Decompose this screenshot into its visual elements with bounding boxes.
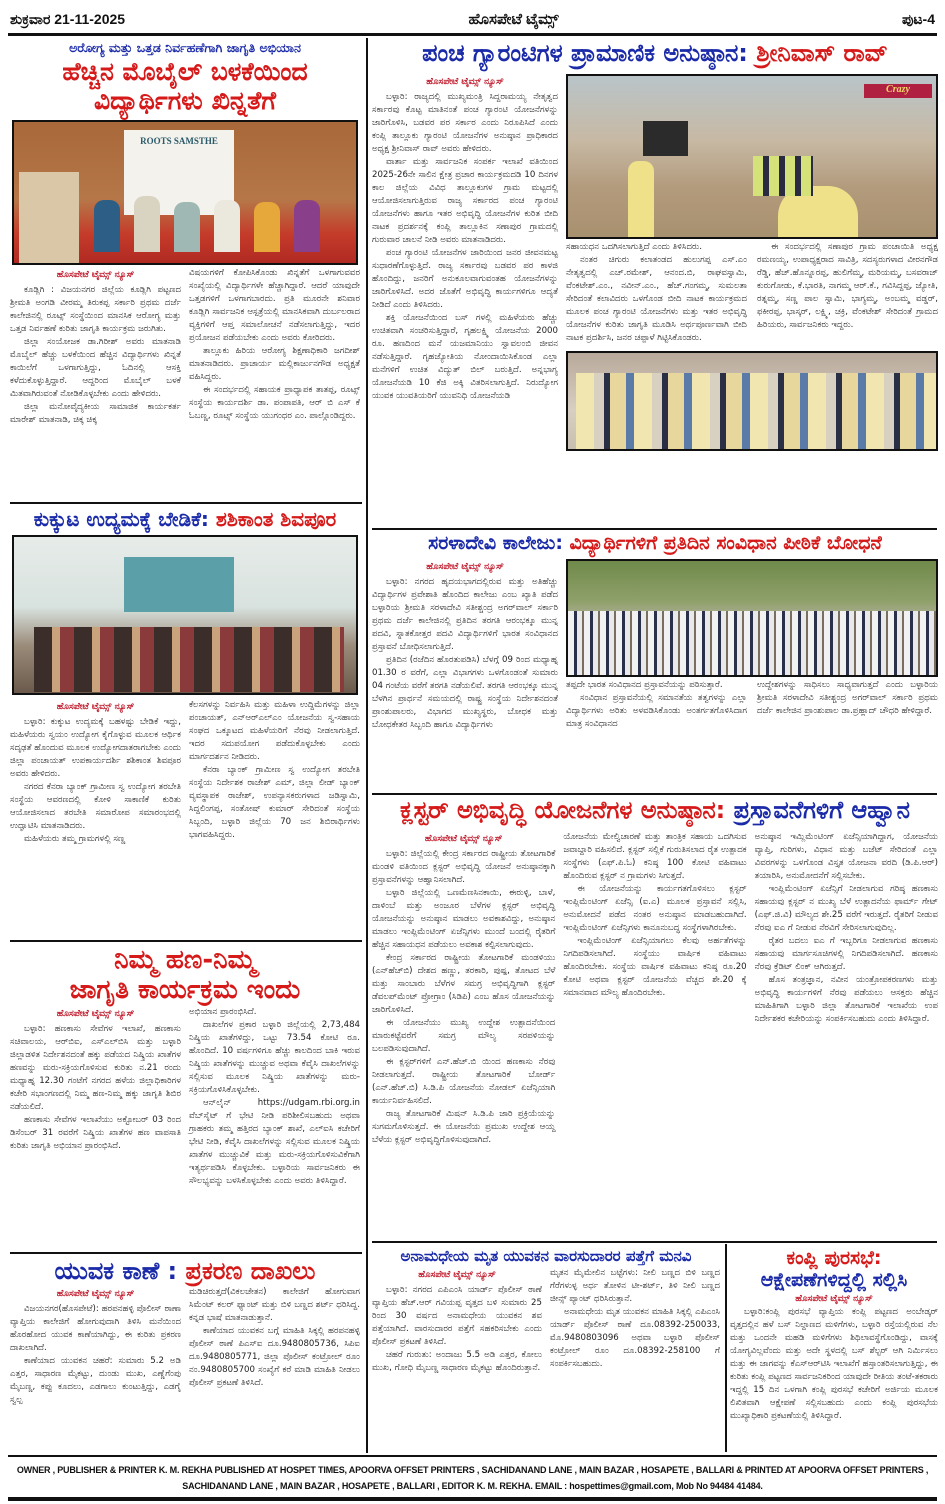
- paragraph: ನಗರದ ಕೆನರಾ ಬ್ಯಾಂಕ್ ಗ್ರಾಮೀಣ ಸ್ವ ಉದ್ಯೋಗ ತರಬೇತಿ ಸಂಸ್ಥೆಯ ಆವರಣದಲ್ಲಿ ಕೋಳಿ ಸಾಕಾಣಿಕೆ ಕುರಿತು ಆಯೋಜಿಸಲಾದ ತರಬೇತಿ ಸಮಾರೋಪ ಸಮಾರಂಭದಲ್ಲಿ ಉದ್ಘಾಟಿಸಿ ಮಾತನಾಡಿದರು.: [10, 782, 181, 831]
- article-mobile: [10, 40, 360, 427]
- paragraph: ಇಂಪ್ಲಿಮೆಂಟಿಂಗ್ ಏಜೆನ್ಸಿಗೆ ನೀಡಲಾಗುವ ಗರಿಷ್ಠ ಹಣಕಾಸು ಸಹಾಯವು ಕ್ಲಸ್ಟರ್ ನ ಮುಖ್ಯ ಬೆಳೆ ಉತ್ಪಾದನೆಯ ಫಾರ್ಮ್ ಗೇಟ್ (ಎಫ್.ಜಿ.ವಿ) ಮೌಲ್ಯದ ಶೇ.25 ವರೆಗೆ ಇರುತ್ತದೆ. ರೈತರಿಗೆ ನೀಡುವ ನೆರವು ಐಎ ಗೆ ನೀಡುವ ನೆರವಿಗೆ ಸೇರಿಸಲಾಗುವುದಿಲ್ಲ.: [754, 883, 938, 933]
- paragraph: ವಾರ್ತಾ ಮತ್ತು ಸಾರ್ವಜನಿಕ ಸಂಪರ್ಕ ಇಲಾಖೆ ವತಿಯಿಂದ 2025-26ನೇ ಸಾಲಿನ ಕ್ಷೇತ್ರ ಪ್ರಚಾರ ಕಾರ್ಯಕ್ರಮದಡಿ 10 ದಿನಗಳ ಕಾಲ ಜಿಲ್ಲೆಯ ವಿವಿಧ ತಾಲ್ಲೂಕುಗಳ ಗ್ರಾಮ ಮಟ್ಟದಲ್ಲಿ ಆಯೋಜಿಸಲಾಗುತ್ತಿರುವ ರಾಜ್ಯ ಸರ್ಕಾರದ ಪಂಚ ಗ್ಯಾರಂಟಿ ಯೋಜನೆಗಳು ಹಾಗೂ ಇತರ ಅಭಿವೃದ್ಧಿ ಯೋಜನೆಗಳ ಕುರಿತ ಬೀದಿ ನಾಟಕ ಪ್ರದರ್ಶನಕ್ಕೆ ಕಂಪ್ಲಿ ತಾಲ್ಲೂಕಿನ ಸಣಾಪುರ ಗ್ರಾಮದಲ್ಲಿ ಗುರುವಾರ ಚಾಲನೆ ನೀಡಿ ಅವರು ಮಾತನಾಡಿದರು.: [372, 156, 558, 245]
- byline: ಹೊಸಪೇಟೆ ಟೈಮ್ಸ್ ನ್ಯೂಸ್: [56, 1288, 135, 1299]
- article-poultry: [10, 508, 360, 936]
- paragraph: ಕೆನರಾ ಬ್ಯಾಂಕ್ ಗ್ರಾಮೀಣ ಸ್ವ ಉದ್ಯೋಗ ತರಬೇತಿ ಸಂಸ್ಥೆಯ ನಿರ್ದೇಶಕ ರಾಜೇಶ್ ಎಮ್, ಜಿಲ್ಲಾ ಲೀಡ್ ಬ್ಯಾಂಕ್ ವ್ಯವಸ್ಥಾಪಕ ರಾಜೇಶ್, ಉಪನ್ಯಾಸಕರುಗಳಾದ ಜಡಿಸ್ವಾಮಿ, ಸಿದ್ದಲಿಂಗಪ್ಪ, ಸಂತೋಷ್ ಕುಮಾರ್ ಸೇರಿದಂತೆ ಸಂಸ್ಥೆಯ ಸಿಬ್ಬಂದಿ, ಬಳ್ಳಾರಿ ಜಿಲ್ಲೆಯ 70 ಜನ ಶಿಬಿರಾರ್ಥಿಗಳು ಭಾಗವಹಿಸಿದ್ದರು.: [189, 765, 360, 840]
- divider: [372, 528, 937, 530]
- paragraph: ಯೋಜನೆಯ ಮೇಲ್ವಿಚಾರಣೆ ಮತ್ತು ತಾಂತ್ರಿಕ ಸಹಾಯ ಒದಗಿಸುವ ಜವಾಬ್ದಾರಿ ವಹಿಸಲಿದೆ. ಕ್ಲಸ್ಟರ್ ಸಲ್ಲಿಕೆ ಗುರುತಿಸಲಾದ ರೈತ ಉತ್ಪಾದಕ ಸಂಸ್ಥೆಗಳು (ಎಫ್.ಪಿ.ಓ) ಕನಿಷ್ಠ 100 ಕೋಟಿ ವಹಿವಾಟು ಹೊಂದಿರುವ ಕ್ಲಸ್ಟರ್ ನ ಗ್ರಾಮಗಳು ಸಿಗುತ್ತದೆ.: [563, 831, 747, 881]
- article-headline-rest: ವಿದ್ಯಾರ್ಥಿಗಳಿಗೆ ಪ್ರತಿದಿನ ಸಂವಿಧಾನ ಪೀಠಿಕೆ ಬೋಧನೆ: [569, 533, 882, 554]
- article-headline-status: ಪ್ರಕರಣ ದಾಖಲು: [185, 1258, 316, 1285]
- article-headline-line2: ಜಾಗೃತಿ ಕಾರ್ಯಕ್ರಮ ಇಂದು: [69, 974, 301, 1005]
- blackboard: [643, 121, 688, 156]
- paragraph: ಮಡಿಚಿರುತ್ತದೆ(ವಿಕಲಚೇತನ) ಕಾಲೇಜಿಗೆ ಹೋಗುವಾಗ ಸಿಮೆಂಟ್ ಕಲರ್ ಫ್ಯಾಂಟ್ ಮತ್ತು ಬಿಳಿ ಬಣ್ಣದ ಶರ್ಟ್ ಧರಿಸಿದ್ದ. ಕನ್ನಡ ಭಾಷೆ ಮಾತನಾಡುತ್ತಾನೆ.: [189, 1286, 360, 1323]
- paragraph: ಈ ಕ್ಲಸ್ಟರ್‌ಗಳಿಗೆ ಎನ್.ಹೆಚ್.ಬಿ ಯಿಂದ ಹಣಕಾಸು ನೆರವು ನೀಡಲಾಗುತ್ತದೆ. ರಾಷ್ಟ್ರೀಯ ತೋಟಗಾರಿಕೆ ಬೋರ್ಡ್ (ಎನ್.ಹೆಚ್.ಬಿ) ಸಿ.ಡಿ.ಪಿ ಯೋಜನೆಯ ನೋಡಲ್ ಏಜೆನ್ಸಿಯಾಗಿ ಕಾರ್ಯನಿರ್ವಹಿಸಲಿದೆ.: [372, 1056, 556, 1106]
- paragraph: ಕೂಡ್ಲಿಗಿ : ವಿಜಯನಗರ ಜಿಲ್ಲೆಯ ಕೂಡ್ಲಿಗಿ ಪಟ್ಟಣದ ಶ್ರೀಮತಿ ಅಂಗಡಿ ವೀರಮ್ಮ ತಿರುಕಪ್ಪ ಸರ್ಕಾರಿ ಪ್ರಥಮ ದರ್ಜೆ ಕಾಲೇಜಿನಲ್ಲಿ ರೂಟ್ಸ್ ಸಂಸ್ಥೆಯಿಂದ ಮಾನಸಿಕ ಆರೋಗ್ಯ ಮತ್ತು ಒತ್ತಡ ನಿರ್ವಹಣೆ ಕುರಿತು ಜಾಗೃತಿ ಕಾರ್ಯಕ್ರಮ ಜರುಗಿತು.: [10, 284, 181, 334]
- paragraph: ಕಾಣೆಯಾದ ಯುವಕನ ಬಗ್ಗೆ ಮಾಹಿತಿ ಸಿಕ್ಕಲ್ಲಿ ಹರಪನಹಳ್ಳಿ ಪೊಲೀಸ್ ಠಾಣೆ ಪಿಎಸ್‌ಐ ದೂ.9480805736, ಸಿಪಿಐ ದೂ.9480805771, ಜಿಲ್ಲಾ ಪೊಲೀಸ್ ಕಂಟ್ರೋಲ್ ರೂಂ ನಂ.9480805700 ಸಂಖ್ಯೆಗೆ ಕರೆ ಮಾಡಿ ಮಾಹಿತಿ ನೀಡಲು ಪೊಲೀಸ್ ಪ್ರಕಟಣೆ ತಿಳಿಸಿದೆ.: [189, 1325, 360, 1388]
- column-divider: [725, 1244, 727, 1452]
- paragraph: ದಾಖಲೆಗಳ ಪ್ರಕಾರ ಬಳ್ಳಾರಿ ಜಿಲ್ಲೆಯಲ್ಲಿ 2,73,484 ನಿಷ್ಕ್ರಿಯ ಖಾತೆಗಳಿದ್ದು, ಒಟ್ಟು 73.54 ಕೋಟಿ ರೂ. ಹೊಂದಿದೆ. 10 ವರ್ಷಗಳಿಗೂ ಹೆಚ್ಚು ಕಾಲದಿಂದ ಬಾಕಿ ಇರುವ ನಿಷ್ಕ್ರಿಯ ಖಾತೆಗಳನ್ನು ಮುಚ್ಚುವ ಅಥವಾ ಕೆವೈಸಿ ದಾಖಲೆಗಳನ್ನು ಸಲ್ಲಿಸುವ ಮೂಲಕ ನಿಷ್ಕ್ರಿಯ ಖಾತೆಗಳನ್ನು ಮರು-ಸಕ್ರಿಯಗೊಳಿಸಿಕೊಳ್ಳಬೇಕು.: [189, 1019, 360, 1095]
- paragraph: ಅನುಷ್ಠಾನ ಇಮ್ಲಿಮೆಂಟಿಂಗ್ ಏಜೆನ್ಸಿಯಾಗಿದ್ದಾಗ, ಯೋಜನೆಯ ವ್ಯಾಪ್ತಿ, ಗುರಿಗಳು, ವಿಧಾನ ಮತ್ತು ಬಜೆಟ್ ಸೇರಿದಂತೆ ಎಲ್ಲಾ ವಿವರಗಳನ್ನು ಒಳಗೊಂಡ ವಿಸ್ತೃತ ಯೋಜನಾ ವರದಿ (ಡಿ.ಪಿ.ಆರ್) ತಯಾರಿಸಿ, ಅನುಮೋದನೆಗೆ ಸಲ್ಲಿಸಬೇಕು.: [754, 831, 938, 881]
- podium: [19, 172, 79, 265]
- paragraph: ಹೊಸ ತಂತ್ರಜ್ಞಾನ, ನವೀನ ಯಂತ್ರೋಪಕರಣಗಳು ಮತ್ತು ಅಭಿವೃದ್ಧಿ ಕಾರ್ಯಗಳಿಗೆ ನೆರವು ಪಡೆಯಲು ಆಸಕ್ತರು ಹೆಚ್ಚಿನ ಮಾಹಿತಿಗಾಗಿ ಬಳ್ಳಾರಿ ಜಿಲ್ಲಾ ತೋಟಗಾರಿಕೆ ಇಲಾಖೆಯ ಉಪ ನಿರ್ದೇಶಕರ ಕಚೇರಿಯನ್ನು ಸಂಪರ್ಕಿಸಬಹುದು ಎಂದು ತಿಳಿಸಿದ್ದಾರೆ.: [754, 974, 938, 1024]
- article-headline: ಸರಳಾದೇವಿ ಕಾಲೇಜು:: [428, 533, 563, 554]
- imprint: [0, 1462, 945, 1494]
- article-headline-name: ಶ್ರೀನಿವಾಸ್ ರಾವ್: [756, 40, 888, 67]
- training-photo: [12, 535, 358, 695]
- article-missing: [10, 1258, 360, 1450]
- article-constitution: [372, 533, 938, 789]
- paragraph: ರಾಜ್ಯ ತೋಟಗಾರಿಕೆ ಮಿಷನ್ ಸಿ.ಡಿ.ಪಿ ಜಾರಿ ಪ್ರಕ್ರಿಯೆಯನ್ನು ಸುಗಮಗೊಳಿಸುತ್ತದೆ. ಈ ಯೋಜನೆಯ ಪ್ರಮುಖ ಉದ್ದೇಶ ಆಯ್ದ ಬೆಳೆಯ ಕ್ಲಸ್ಟರ್ ಅಭಿವೃದ್ಧಿಗೊಳಿಸುವುದಾಗಿದೆ.: [372, 1108, 556, 1145]
- paragraph: ಕೆಲಸಗಳನ್ನು ನಿರ್ವಹಿಸಿ ಮತ್ತು ಮಹಿಳಾ ಉದ್ದಿಮೆಗಳನ್ನು ಜಿಲ್ಲಾ ಪಂಚಾಯತ್, ಎನ್‌ಆರ್‌ಎಲ್‌ಎಂ ಯೋಜನೆಯ ಸ್ವ-ಸಹಾಯ ಸಂಘದ ಒಕ್ಕೂಟದ ಮಹಿಳೆಯರಿಗೆ ನೆರವು ನೀಡಲಾಗುತ್ತಿದೆ. ಇದರ ಸದುಪಯೋಗ ಪಡೆದುಕೊಳ್ಳಬೇಕು ಎಂದು ಮಾರ್ಗದರ್ಶನ ನೀಡಿದರು.: [189, 700, 360, 762]
- article-headline: ಕಂಪ್ಲಿ ಪುರಸಭೆ:: [786, 1248, 882, 1269]
- paragraph: ಈ ಸಂದರ್ಭದಲ್ಲಿ ಸಹಾಯಕ ಪ್ರಾಧ್ಯಾಪಕ ತಾತಪ್ಪ, ರೂಟ್ಸ್ ಸಂಸ್ಥೆಯ ಕಾರ್ಯದರ್ಶಿ ಡಾ. ಪಂಪಾಪತಿ, ಆರ್ ಬಿ ಎಸ್ ಕೆ ಓಬಣ್ಣ, ರೂಟ್ಸ್ ಸಂಸ್ಥೆಯ ಯುಗಂಧರ ಎಂ. ಪಾಲ್ಗೊಂಡಿದ್ದರು.: [189, 384, 360, 421]
- paragraph: ಅಭಿಯಾನ ಪ್ರಾರಂಭಿಸಿದೆ.: [189, 1006, 257, 1017]
- paragraph: ಈ ಸಂದರ್ಭದಲ್ಲಿ ಸಣಾಪುರ ಗ್ರಾಮ ಪಂಚಾಯಿತಿ ಅಧ್ಯಕ್ಷ ರಮಣಯ್ಯ, ಉಪಾಧ್ಯಕ್ಷರಾದ ಸಾವಿತ್ರಿ, ಸದಸ್ಯರುಗಳಾದ ವೀರನಗೌಡ ರೆಡ್ಡಿ, ಹೆಚ್.ಹೊನ್ನೂರಪ್ಪ, ಹುಲಿಗೆಮ್ಮ, ಮರಿಯಮ್ಮ, ಬಸವರಾಜ್ ಕುರುಗೋಡು, ಕೆ.ಭಾರತಿ, ನಾಗಮ್ಮ ಆರ್.ಕೆ., ಗವಿಸಿದ್ದಪ್ಪ, ಜ್ಯೋತಿ, ರತ್ನಮ್ಮ, ಸಣ್ಣ ಪಾಲ ಸ್ವಾಮಿ, ಭಾಗ್ಯಮ್ಮ, ಅಂಬಮ್ಮ ವಡ್ಡರ್, ಫಕೀರಪ್ಪ, ಭಾಸ್ಕರ್, ಲಕ್ಷ್ಮಿ, ಚಕ್ರಿ, ವೆಂಕಟೇಶ್ ಸೇರಿದಂತೆ ಗ್ರಾಮದ ಹಿರಿಯರು, ಸಾರ್ವಜನಿಕರು ಇದ್ದರು.: [757, 241, 938, 330]
- paragraph: ಸಹಾಯಧನ ಒದಗಿಸಲಾಗುತ್ತಿದೆ ಎಂದು ತಿಳಿಸಿದರು.: [566, 241, 703, 252]
- paragraph: ಬಳ್ಳಾರಿ: ನಗರದ ಹೃದಯಭಾಗದಲ್ಲಿರುವ ಮತ್ತು ಅತಿಹೆಚ್ಚು ವಿದ್ಯಾರ್ಥಿಗಳ ಪ್ರವೇಶಾತಿ ಹೊಂದಿದ ಕಾಲೇಜು ಎಂಬ ಖ್ಯಾತಿ ಪಡೆದ ಬಳ್ಳಾರಿಯ ಶ್ರೀಮತಿ ಸರಳಾದೇವಿ ಸತೀಶ್ಚಂದ್ರ ಅಗರ್‌ವಾಲ್ ಸರ್ಕಾರಿ ಪ್ರಥಮ ದರ್ಜೆ ಕಾಲೇಜಿನಲ್ಲಿ ಪ್ರತಿದಿನ ತರಗತಿ ಆರಂಭಕ್ಕೂ ಮುನ್ನ ಪದವಿ, ಸ್ನಾತಕೋತ್ತರ ಪದವಿ ವಿದ್ಯಾರ್ಥಿಗಳಿಗೆ ಭಾರತ ಸಂವಿಧಾನದ ಪ್ರಸ್ತಾವನೆ ಬೋಧಿಸಲಾಗುತ್ತಿದೆ.: [372, 576, 558, 652]
- imprint-line: OWNER , PUBLISHER & PRINTER K. M. REKHA PUBLISHED AT HOSPET TIMES, APOORVA OFFSET PRINTERS , SACHIDANAND LANE , MAIN BAZAR , HOSAPETE , BALLARI & PRINTED AT APOORVA OFFSET PRINTERS ,: [16, 1465, 929, 1475]
- byline: ಹೊಸಪೇಟೆ ಟೈಮ್ಸ್ ನ್ಯೂಸ್: [424, 833, 503, 844]
- article-headline: ಯುವಕ ಕಾಣೆ :: [54, 1258, 178, 1285]
- students-rows: [568, 611, 936, 676]
- byline: ಹೊಸಪೇಟೆ ಟೈಮ್ಸ್ ನ್ಯೂಸ್: [418, 1270, 496, 1281]
- street-play-photo: [566, 74, 938, 239]
- screen: [124, 557, 234, 612]
- page-number: ಪುಟ-4: [902, 10, 935, 27]
- article-headline: ಹೆಚ್ಚಿನ ಮೊಬೈಲ್ ಬಳಕೆಯಿಂದ: [62, 57, 308, 86]
- speaker: [628, 161, 654, 239]
- byline: ಹೊಸಪೇಟೆ ಟೈಮ್ಸ್ ನ್ಯೂಸ್: [56, 702, 135, 712]
- paragraph: ಈ ಯೋಜನೆಯನ್ನು ಕಾರ್ಯಗತಗೊಳಿಸಲು ಕ್ಲಸ್ಟರ್ ಇಂಪ್ಲಿಮೆಂಟಿಂಗ್ ಏಜೆನ್ಸಿ (ಐ.ಎ) ಮೂಲಕ ಪ್ರಸ್ತಾವನೆ ಸಲ್ಲಿಸಿ, ಅನುಮೋದನೆ ಪಡೆದ ನಂತರ ಅನುಷ್ಠಾನ ಮಾಡಬಹುದಾಗಿದೆ. ಇಂಪ್ಲಿಮೆಂಟಿಂಗ್ ಏಜೆನ್ಸಿಗಳು ಕಾನೂನುಬದ್ಧ ಸಂಸ್ಥೆಗಳಾಗಿರಬೇಕು.: [563, 883, 747, 933]
- article-headline: ಅನಾಮಧೇಯ ಮೃತ ಯುವಕನ ವಾರಸುದಾರರ ಪತ್ತೆಗೆ ಮನವಿ: [400, 1248, 692, 1265]
- article-kicker: ಅರೋಗ್ಯ ಮತ್ತು ಒತ್ತಡ ನಿರ್ವಹಣೆಗಾಗಿ ಜಾಗೃತಿ ಅಭಿಯಾನ: [69, 40, 301, 55]
- newspaper-title: ಹೊಸಪೇಟೆ ಟೈಮ್ಸ್: [468, 10, 559, 28]
- article-headline-line2: ಆಕ್ಷೇಪಣೆಗಳಿದ್ದಲ್ಲಿ ಸಲ್ಲಿಸಿ: [760, 1268, 908, 1291]
- article-headline: ನಿಮ್ಮ ಹಣ-ನಿಮ್ಮ: [114, 946, 256, 975]
- paragraph: ಬಳ್ಳಾರಿ ಜಿಲ್ಲೆಯಲ್ಲಿ ಒಣಮೆಣಸಿನಕಾಯಿ, ಈರುಳ್ಳಿ, ಬಾಳೆ, ದಾಳಿಂಬೆ ಮತ್ತು ಅಂಜೂರ ಬೆಳೆಗಳ ಕ್ಲಸ್ಟರ್ ಅಭಿವೃದ್ಧಿ ಯೋಜನೆಯನ್ನು ಅನುಷ್ಠಾನ ಮಾಡಲು ಅವಕಾಶವಿದ್ದು, ಅನುಷ್ಠಾನ ಮಾಡಲು ಇಂಪ್ಲಿಮೆಂಟಿಂಗ್ ಏಜೆನ್ಸಿಗಳು ಮುಂದೆ ಬಂದಲ್ಲಿ ರೈತರಿಗೆ ಹೆಚ್ಚಿನ ಸಹಾಯಧನ ಪಡೆಯಲು ಅವಕಾಶ ಕಲ್ಪಿಸಲಾಗುವುದು.: [372, 887, 556, 950]
- paragraph: ಅನಾಮಧೇಯ ಮೃತ ಯುವಕನ ಮಾಹಿತಿ ಸಿಕ್ಕಲ್ಲಿ ಎಪಿಎಂಸಿ ಯಾರ್ಡ್ ಪೊಲೀಸ್ ಠಾಣೆ ದೂ.08392-250033, ಮೊ.9480803096 ಅಥವಾ ಬಳ್ಳಾರಿ ಪೊಲೀಸ್ ಕಂಟ್ರೋಲ್ ರೂಂ ದೂ.08392-258100 ಗೆ ಸಂಪರ್ಕಿಸಬಹುದು.: [550, 1307, 720, 1370]
- footer-rule-top: [8, 1455, 937, 1457]
- byline: ಹೊಸಪೇಟೆ ಟೈಮ್ಸ್ ನ್ಯೂಸ್: [56, 269, 135, 280]
- article-headline-name: ಶಶಿಕಾಂತ ಶಿವಪೂರ: [215, 508, 337, 531]
- paragraph: ರೈತರ ಬದಲು ಐಎ ಗೆ ಇಬ್ಬರಿಗೂ ನೀಡಲಾಗುವ ಹಣಕಾಸು ಸಹಾಯವು ಮಾರ್ಗಸೂಚಿಗಳಲ್ಲಿ ನಿಗದಿಪಡಿಸಲಾಗಿದೆ. ಹಣಕಾಸು ನೆರವು ಕ್ರೆಡಿಟ್ ಲಿಂಕ್ ಆಗಿರುತ್ತದೆ.: [754, 935, 938, 972]
- paragraph: ಜಿಲ್ಲಾ ಸಂಯೋಜಕ ಡಾ.ಗಿರೀಶ್ ಅವರು ಮಾತನಾಡಿ ಮೊಬೈಲ್ ಹೆಚ್ಚು ಬಳಕೆಯಿಂದ ಹೆಚ್ಚಿನ ವಿದ್ಯಾರ್ಥಿಗಳು ಖಿನ್ನತೆ ಕಾಯಿಲೆಗೆ ಒಳಗಾಗುತ್ತಿದ್ದು, ಓದಿನಲ್ಲಿ ಆಸಕ್ತಿ ಕಳೆದುಕೊಳ್ಳುತ್ತಿದ್ದಾರೆ. ಆದ್ದರಿಂದ ಮೊಬೈಲ್ ಬಳಕೆ ಮಿತವಾಗಿರುವಂತೆ ನೋಡಿಕೊಳ್ಳಬೇಕು ಎಂದು ಹೇಳಿದರು.: [10, 336, 181, 399]
- paragraph: ವಿಷಯಗಳಿಗೆ ಕೋಪಿಸಿಕೊಂಡು ಖಿನ್ನತೆಗೆ ಒಳಗಾಗುವವರ ಸಂಖ್ಯೆಯಲ್ಲಿ ವಿದ್ಯಾರ್ಥಿಗಳೇ ಹೆಚ್ಚಾಗಿದ್ದಾರೆ. ಆದರೆ ಯಾವುದೇ ಒತ್ತಡಗಳಿಗೆ ಒಳಗಾಗಬಾರದು. ಪ್ರತಿ ಮೂರನೇ ಶನಿವಾರ ಕೂಡ್ಲಿಗಿ ಸಾರ್ವಜನಿಕ ಆಸ್ಪತ್ರೆಯಲ್ಲಿ ಮಾನಸಿಕವಾಗಿ ದುರ್ಬಲರಾದ ವ್ಯಕ್ತಿಗಳಿಗೆ ಆಪ್ತ ಸಮಾಲೋಚನೆ ನಡೆಸಲಾಗುತ್ತಿದ್ದು, ಇದರ ಪ್ರಯೋಜನ ಪಡೆಯಬೇಕು ಎಂದು ಅವರು ಕೋರಿದರು.: [189, 267, 360, 343]
- paragraph: ತಾಲ್ಲೂಕು ಹಿರಿಯ ಆರೋಗ್ಯ ಶಿಕ್ಷಣಾಧಿಕಾರಿ ಜಗದೀಶ್ ಮಾತನಾಡಿದರು. ಪ್ರಾಚಾರ್ಯ ಮಲ್ಲಿಕಾರ್ಜುನಗೌಡ ಅಧ್ಯಕ್ಷತೆ ವಹಿಸಿದ್ದರು.: [189, 345, 360, 382]
- banner: ROOTS SAMSTHE: [124, 130, 234, 215]
- paragraph: ಜಿಲ್ಲಾ ಮನೋವೈದ್ಯಕೀಯ ಸಾಮಾಜಿಕ ಕಾರ್ಯಕರ್ತ ಮಾರೇಶ್ ಮಾತನಾಡಿ, ಚಿಕ್ಕ ಚಿಕ್ಕ: [10, 401, 181, 425]
- article-money: [10, 946, 360, 1246]
- children: [753, 156, 813, 196]
- divider: [10, 940, 362, 942]
- paragraph: ಪಂಚ ಗ್ಯಾರಂಟಿ ಯೋಜನೆಗಳ ಜಾರಿಯಿಂದ ಜನರ ಜೀವನಮಟ್ಟ ಸುಧಾರಣೆಗೊಳ್ಳುತ್ತಿದೆ. ರಾಜ್ಯ ಸರ್ಕಾರವು ಬಡವರ ಪರ ಕಾಳಜಿ ಹೊಂದಿದ್ದು, ಜನರಿಗೆ ಅನುಕೂಲವಾಗುವಂತಹ ಯೋಜನೆಗಳನ್ನು ಜಾರಿಗೊಳಿಸಿದೆ. ಅದರ ಜೊತೆಗೆ ಅಭಿವೃದ್ಧಿ ಕಾರ್ಯಗಳಿಗೂ ಆದ್ಯತೆ ನೀಡಿದೆ ಎಂದು ತಿಳಿಸಿದರು.: [372, 247, 558, 310]
- paragraph: ಬಳ್ಳಾರಿ: ರಾಜ್ಯದಲ್ಲಿ ಮುಖ್ಯಮಂತ್ರಿ ಸಿದ್ದರಾಮಯ್ಯ ನೇತೃತ್ವದ ಸರ್ಕಾರವು ಕೊಟ್ಟ ಮಾತಿನಂತೆ ಪಂಚ ಗ್ಯಾರಂಟಿ ಯೋಜನೆಗಳನ್ನು ಜಾರಿಗೊಳಿಸಿ, ಬಡವರ ಪರ ಸರ್ಕಾರ ಎಂದು ನಿರೂಪಿಸಿದೆ ಎಂದು ಕಂಪ್ಲಿ ತಾಲ್ಲೂಕು ಗ್ಯಾರಂಟಿ ಯೋಜನೆಗಳ ಅನುಷ್ಠಾನ ಪ್ರಾಧಿಕಾರದ ಅಧ್ಯಕ್ಷ ಶ್ರೀನಿವಾಸ್ ರಾವ್ ಅವರು ಹೇಳಿದರು.: [372, 91, 558, 154]
- column-divider: [366, 38, 368, 1453]
- paragraph: ಮೃತನ ಮೈಮೇಲಿನ ಬಟ್ಟೆಗಳು: ನೀಲಿ ಬಣ್ಣದ ಬಿಳಿ ಬಣ್ಣದ ಗೆರೆಗಳುಳ್ಳ ಅರ್ಧ ತೋಳಿನ ಟೀ-ಶರ್ಟ್, ತಿಳಿ ನೀಲಿ ಬಣ್ಣದ ಜೀನ್ಸ್ ಪ್ಯಾಂಟ್ ಧರಿಸಿರುತ್ತಾನೆ.: [550, 1268, 720, 1305]
- footer-rule-bottom: [8, 1497, 937, 1501]
- article-unidentified: [372, 1248, 720, 1452]
- article-guarantee: [372, 40, 938, 526]
- divider: [10, 502, 362, 504]
- divider: [10, 1252, 362, 1254]
- article-headline-line2: ವಿದ್ಯಾರ್ಥಿಗಳು ಖಿನ್ನತೆಗೆ: [94, 85, 276, 115]
- masthead: [10, 6, 935, 32]
- paragraph: ಸಂವಿಧಾನ ಪ್ರಸ್ತಾವನೆಯಲ್ಲಿ ಸಮಾನತೆಯ ತತ್ವಗಳನ್ನು ಎಲ್ಲಾ ವಿದ್ಯಾರ್ಥಿಗಳು ಅರಿತು ಅಳವಡಿಸಿಕೊಂಡು ಅಂತರ್ಗತಗೊಳಿಸಿದಾಗ ಮಾತ್ರ ಸಂವಿಧಾನದ: [566, 692, 747, 729]
- divider: [372, 1241, 937, 1243]
- shop-sign: Crazy: [864, 84, 932, 98]
- byline: ಹೊಸಪೇಟೆ ಟೈಮ್ಸ್ ನ್ಯೂಸ್: [426, 76, 504, 87]
- article-headline: ಕ್ಲಸ್ಟರ್ ಅಭಿವೃದ್ಧಿ ಯೋಜನೆಗಳ ಅನುಷ್ಠಾನ:: [400, 797, 726, 824]
- article-cluster: [372, 797, 938, 1237]
- imprint-line: SACHIDANAND LANE , MAIN BAZAR , HOSAPETE , BALLARI , EDITOR K. M. REKHA. EMAIL : hospettimes@gmail.com, Mob No 94484 41484.: [182, 1481, 763, 1491]
- paragraph: ಹಣಕಾಸು ಸೇವೆಗಳ ಇಲಾಖೆಯು ಅಕ್ಟೋಬರ್ 03 ರಿಂದ ಡಿಸೆಂಬರ್ 31 ರವರೆಗೆ ನಿಷ್ಕ್ರಿಯ ಖಾತೆಗಳ ಹಣ ವಾಪಸಾತಿ ಕುರಿತು ಜಾಗೃತಿ ಅಭಿಯಾನ ಪ್ರಾರಂಭಿಸಿದೆ.: [10, 1114, 181, 1151]
- divider: [372, 793, 937, 795]
- speakers-row: [94, 197, 354, 252]
- byline: ಹೊಸಪೇಟೆ ಟೈಮ್ಸ್ ನ್ಯೂಸ್: [795, 1293, 873, 1304]
- article-headline: ಪಂಚ ಗ್ಯಾರಂಟಿಗಳ ಪ್ರಾಮಾಣಿಕ ಅನುಷ್ಠಾನ:: [422, 40, 748, 67]
- paragraph: ಬಳ್ಳಾರಿ: ನಗರದ ಎಪಿಎಂಸಿ ಯಾರ್ಡ್ ಪೊಲೀಸ್ ಠಾಣೆ ವ್ಯಾಪ್ತಿಯ ಹೆಚ್.ಆರ್ ಗವಿಯಪ್ಪ ವೃತ್ತದ ಬಳಿ ಸುಮಾರು 25 ರಿಂದ 30 ವರ್ಷದ ಅನಾಮಧೇಯ ಯುವಕನ ಶವ ಪತ್ತೆಯಾಗಿದೆ. ವಾರಸುದಾರರ ಪತ್ತೆಗೆ ಸಹಕರಿಸಬೇಕು ಎಂದು ಪೊಲೀಸ್ ಪ್ರಕಟಣೆ ತಿಳಿಸಿದೆ.: [372, 1285, 542, 1348]
- paragraph: ಬಳ್ಳಾರಿ: ಜಿಲ್ಲೆಯಲ್ಲಿ ಕೇಂದ್ರ ಸರ್ಕಾರದ ರಾಷ್ಟ್ರೀಯ ತೋಟಗಾರಿಕೆ ಮಂಡಳಿ ವತಿಯಿಂದ ಕ್ಲಸ್ಟರ್ ಅಭಿವೃದ್ಧಿ ಯೋಜನೆ ಅನುಷ್ಠಾನಕ್ಕಾಗಿ ಪ್ರಸ್ತಾವನೆಗಳನ್ನು ಆಹ್ವಾನಿಸಲಾಗಿದೆ.: [372, 848, 556, 885]
- article-headline-rest: ಪ್ರಸ್ತಾವನೆಗಳಿಗೆ ಆಹ್ವಾನ: [733, 797, 910, 824]
- issue-date: ಶುಕ್ರವಾರ 21-11-2025: [10, 10, 126, 27]
- group-photo: [566, 351, 938, 451]
- paragraph: ಮಹಿಳೆಯರು ತಮ್ಮ ಗ್ರಾಮಗಳಲ್ಲಿ ಸಣ್ಣ: [24, 834, 126, 844]
- paragraph: ಇಂಪ್ಲಿಮೆಂಟಿಂಗ್ ಏಜೆನ್ಸಿಯಾಗಲು ಕೆಲವು ಅರ್ಹತೆಗಳನ್ನು ನಿಗದಿಪಡಿಸಲಾಗಿದೆ. ಸಂಸ್ಥೆಯು ವಾರ್ಷಿಕ ವಹಿವಾಟು ಹೊಂದಿರಬೇಕು. ಸಂಸ್ಥೆಯ ವಾರ್ಷಿಕ ವಹಿವಾಟು ಕನಿಷ್ಠ ರೂ.20 ಕೋಟಿ ಅಥವಾ ಕ್ಲಸ್ಟರ್ ಯೋಜನೆಯ ವೆಚ್ಚದ ಶೇ.20 ಕ್ಕೆ ಸಮಾನವಾದ ಮೌಲ್ಯ ಹೊಂದಿರಬೇಕು.: [563, 935, 747, 998]
- paragraph: ಉದ್ದೇಶಗಳನ್ನು ಸಾಧಿಸಲು ಸಾಧ್ಯವಾಗುತ್ತದೆ ಎಂದು ಬಳ್ಳಾರಿಯ ಶ್ರೀಮತಿ ಸರಳಾದೇವಿ ಸತೀಶ್ಚಂದ್ರ ಅಗರ್‌ವಾಲ್ ಸರ್ಕಾರಿ ಪ್ರಥಮ ದರ್ಜೆ ಕಾಲೇಜಿನ ಪ್ರಾಂಶುಪಾಲ ಡಾ.ಪ್ರಹ್ಲಾದ್ ಚೌಧರಿ ಹೇಳಿದ್ದಾರೆ.: [757, 679, 938, 716]
- paragraph: ಆನ್‌ಲೈನ್ https://udgam.rbi.org.in ವೆಬ್‌ಸೈಟ್ ಗೆ ಭೇಟಿ ನೀಡಿ ಪರಿಶೀಲಿಸಬಹುದು ಅಥವಾ ಗ್ರಾಹಕರು ತಮ್ಮ ಹತ್ತಿರದ ಬ್ಯಾಂಕ್ ಶಾಖೆ, ಎಲ್‌ಐಸಿ ಕಚೇರಿಗೆ ಭೇಟಿ ನೀಡಿ, ಕೆವೈಸಿ ದಾಖಲೆಗಳನ್ನು ಸಲ್ಲಿಸುವ ಮೂಲಕ ನಿಷ್ಕ್ರಿಯ ಖಾತೆಗಳ ಮುಚ್ಚುವಿಕೆ ಮತ್ತು ಮರು-ಸಕ್ರಿಯಗೊಳಿಸುವಿಕೆಗಾಗಿ ಇತ್ಯರ್ಥಪಡಿಸಿ ಕೊಳ್ಳಬೇಕು. ಬಳ್ಳಾರಿಯ ಸಾರ್ವಜನಿಕರು ಈ ಸೌಲಭ್ಯವನ್ನು ಬಳಸಿಕೊಳ್ಳಬೇಕು ಎಂದು ಅವರು ತಿಳಿಸಿದ್ದಾರೆ.: [189, 1097, 360, 1186]
- paragraph: ಬಳ್ಳಾರಿ: ಹಣಕಾಸು ಸೇವೆಗಳ ಇಲಾಖೆ, ಹಣಕಾಸು ಸಚಿವಾಲಯ, ಆರ್‌ಬಿಐ, ಎಸ್‌ಎಲ್‌ಬಿಸಿ ಮತ್ತು ಬಳ್ಳಾರಿ ಜಿಲ್ಲಾಡಳಿತ ನಿರ್ದೇಶನದಂತೆ ಹಕ್ಕು ಪಡೆಯದ ನಿಷ್ಕ್ರಿಯ ಖಾತೆಗಳ ಹಣವನ್ನು ಮರು-ಸಕ್ರಿಯಗೊಳಿಸುವ ಕುರಿತು ನ.21 ರಂದು ಮಧ್ಯಾಹ್ನ 12.30 ಗಂಟೆಗೆ ನಗರದ ಹಳೆಯ ಜಿಲ್ಲಾಧಿಕಾರಿಗಳ ಕಚೇರಿ ಸಭಾಂಗಣದಲ್ಲಿ ನಿಮ್ಮ ಹಣ-ನಿಮ್ಮ ಹಕ್ಕು ಜಾಗೃತಿ ಶಿಬಿರ ನಡೆಯಲಿದೆ.: [10, 1023, 181, 1112]
- paragraph: ಚಹರೆ ಗುರುತು: ಅಂದಾಜು 5.5 ಅಡಿ ಎತ್ತರ, ಕೋಲು ಮುಖ, ಗೋಧಿ ಮೈಬಣ್ಣ ಸಾಧಾರಣ ಮೈಕಟ್ಟು ಹೊಂದಿರುತ್ತಾನೆ.: [372, 1350, 542, 1374]
- byline: ಹೊಸಪೇಟೆ ಟೈಮ್ಸ್ ನ್ಯೂಸ್: [426, 561, 504, 572]
- assembly-photo: [566, 559, 938, 677]
- paragraph: ಕಾಣೆಯಾದ ಯುವಕನ ಚಹರೆ: ಸುಮಾರು 5.2 ಅಡಿ ಎತ್ತರ, ಸಾಧಾರಣ ಮೈಕಟ್ಟು, ದುಂಡು ಮುಖ, ಎಣ್ಣೆಗೆಂಪು ಮೈಬಣ್ಣ, ಕಪ್ಪು ಕೂದಲು, ಎಡಗಾಲು ಕುಂಟುತ್ತಿದ್ದು, ಎಡಗೈ ಸ್ವಲ್ಪ: [10, 1355, 181, 1405]
- byline: ಹೊಸಪೇಟೆ ಟೈಮ್ಸ್ ನ್ಯೂಸ್: [56, 1008, 135, 1019]
- paragraph: ಬಳ್ಳಾರಿ:ಕಂಪ್ಲಿ ಪುರಸಭೆ ವ್ಯಾಪ್ತಿಯ ಕಂಪ್ಲಿ ಪಟ್ಟಣದ ಅಂಬೇಡ್ಕರ್ ವೃತ್ತದಲ್ಲಿನ ಹಳೆ ಬಸ್ ನಿಲ್ದಾಣದ ಮಳಿಗೆಗಳು, ಬಳ್ಳಾರಿ ರಸ್ತೆಯಲ್ಲಿರುವ ನೆಲ ಮತ್ತು ಒಂದನೇ ಮಹಡಿ ಮಳಿಗೆಗಳು ಶಿಥಿಲಾವಸ್ಥೆಗೊಂಡಿದ್ದು, ವಾಸಕ್ಕೆ ಯೋಗ್ಯವಿಲ್ಲವೆಂದು ಮತ್ತು ಅದೇ ಸ್ಥಳದಲ್ಲಿ ಬಸ್ ಶೆಲ್ಟರ್ ಆಗಿ ನಿರ್ಮಿಸಲು ಮತ್ತು ಈ ಜಾಗವನ್ನು ಕೆಎಸ್‌ಆರ್‌ಟಿಸಿ ಇಲಾಖೆಗೆ ಹಸ್ತಾಂತರಿಸಲಾಗುತ್ತಿದ್ದು, ಈ ಕುರಿತು ಕಂಪ್ಲಿ ಪಟ್ಟಣದ ಸಾರ್ವಜನಿಕರಿಂದ ಯಾವುದೇ ರೀತಿಯ ತಂಟೆ-ತಕರಾರು ಇದ್ದಲ್ಲಿ 15 ದಿನ ಒಳಗಾಗಿ ಕಂಪ್ಲಿ ಪುರಸಭೆ ಕಚೇರಿಗೆ ಅರ್ಜಿಯ ಮೂಲಕ ಲಿಖಿತವಾಗಿ ಆಕ್ಷೇಪಣೆ ಸಲ್ಲಿಸಬಹುದು ಎಂದು ಕಂಪ್ಲಿ ಪುರಸಭೆಯ ಮುಖ್ಯಾಧಿಕಾರಿ ಪ್ರಕಟಣೆಯಲ್ಲಿ ತಿಳಿಸಿದ್ದಾರೆ.: [730, 1306, 938, 1421]
- paragraph: ಕೇಂದ್ರ ಸರ್ಕಾರದ ರಾಷ್ಟ್ರೀಯ ತೋಟಗಾರಿಕೆ ಮಂಡಳಿಯು (ಎನ್‌ಹೆಚ್‌ಬಿ) ದೇಶದ ಹಣ್ಣು, ತರಕಾರಿ, ಪುಷ್ಪ, ತೋಟದ ಬೆಳೆ ಮತ್ತು ಸಾಂಬಾರು ಬೆಳೆಗಳ ಸಮಗ್ರ ಅಭಿವೃದ್ಧಿಗಾಗಿ ಕ್ಲಸ್ಟರ್ ಡೆವಲಪ್‌ಮೆಂಟ್ ಪ್ರೋಗ್ರಾಂ (ಸಿಡಿಪಿ) ಎಂಬ ಹೊಸ ಯೋಜನೆಯನ್ನು ಜಾರಿಗೊಳಿಸಿದೆ.: [372, 952, 556, 1015]
- paragraph: ನಂತರ ಚಿಗುರು ಕಲಾತಂಡದ ಹುಲುಗಪ್ಪ ಎಸ್.ಎಂ ನೇತೃತ್ವದಲ್ಲಿ ಎಚ್.ರಮೇಶ್, ಆನಂದ.ಬಿ, ರಾಘವಸ್ವಾಮಿ, ವೆಂಕಟೇಶ್.ಎಂ., ನವೀನ್.ಎಂ., ಹೆಚ್.ಗಂಗಮ್ಮ, ಸುಮಲತಾ ಸೇರಿದಂತೆ ಕಲಾವಿದರು ಒಳಗೊಂಡ ಬೀದಿ ನಾಟಕ ಕಾರ್ಯಕ್ರಮದ ಮೂಲಕ ಪಂಚ ಗ್ಯಾರಂಟಿ ಯೋಜನೆಗಳು ಮತ್ತು ಇತರ ಅಭಿವೃದ್ಧಿ ಯೋಜನೆಗಳ ಕುರಿತು ಜಾಗೃತಿ ಮೂಡಿಸಿ ಅರ್ಥಪೂರ್ಣವಾಗಿ ಬೀದಿ ನಾಟಕ ಪ್ರದರ್ಶಿಸಿ, ಜನರ ಚಪ್ಪಾಳೆ ಗಿಟ್ಟಿಸಿಕೊಂಡರು.: [566, 254, 747, 343]
- article-headline: ಕುಕ್ಕುಟ ಉದ್ಯಮಕ್ಕೆ ಬೇಡಿಕೆ:: [33, 508, 209, 531]
- masthead-rule: [8, 33, 937, 36]
- paragraph: ತಪ್ಪದೇ ಭಾರತ ಸಂವಿಧಾನದ ಪ್ರಸ್ತಾವನೆಯನ್ನು ಪಠಿಸುತ್ತಾರೆ.: [566, 679, 723, 690]
- group-people: [576, 373, 936, 451]
- paragraph: ವಿಜಯನಗರ(ಹೊಸಪೇಟೆ): ಹರಪನಹಳ್ಳಿ ಪೊಲೀಸ್ ಠಾಣಾ ವ್ಯಾಪ್ತಿಯ ಕಾಲೇಜಿಗೆ ಹೋಗುವುದಾಗಿ ತಿಳಿಸಿ ಮನೆಯಿಂದ ಹೊರಹೋದ ಯುವಕ ಕಾಣೆಯಾಗಿದ್ದು, ಈ ಕುರಿತು ಪ್ರಕರಣ ದಾಖಲಾಗಿದೆ.: [10, 1303, 181, 1353]
- article-kampli: [730, 1248, 938, 1452]
- audience: [34, 627, 344, 692]
- event-photo: [12, 120, 358, 265]
- paragraph: ಶಕ್ತಿ ಯೋಜನೆಯಿಂದ ಬಸ್ ಗಳಲ್ಲಿ ಮಹಿಳೆಯರು ಹೆಚ್ಚು ಉಚಿತವಾಗಿ ಸಂಚರಿಸುತ್ತಿದ್ದಾರೆ, ಗೃಹಲಕ್ಷ್ಮಿ ಯೋಜನೆಯ 2000 ರೂ. ಹಣದಿಂದ ಮನೆ ಯಜಮಾನಿಯು ಸ್ವಾವಲಂಬಿ ಜೀವನ ನಡೆಸುತ್ತಿದ್ದಾರೆ. ಗೃಹಜ್ಯೋತಿಯ ನೋಂದಾಯಿಸಿಕೊಂಡ ಎಲ್ಲಾ ಮನೆಗಳಿಗೆ ಉಚಿತ ವಿದ್ಯುತ್ ಬಿಲ್ ಬರುತ್ತಿದೆ. ಅನ್ನಭಾಗ್ಯ ಯೋಜನೆಯಡಿ 10 ಕೆಜಿ ಅಕ್ಕಿ ವಿತರಿಸಲಾಗುತ್ತಿದೆ. ನಿರುದ್ಯೋಗ ಯುವಕ ಯುವತಿಯರಿಗೆ ಯುವನಿಧಿ ಯೋಜನೆಯಡಿ: [372, 312, 558, 401]
- paragraph: ಈ ಯೋಜನೆಯು ಮುಖ್ಯ ಉದ್ದೇಶ ಉತ್ಪಾದನೆಯಿಂದ ಮಾರುಕಟ್ಟೆವರೆಗೆ ಸಮಗ್ರ ಮೌಲ್ಯ ಸರಪಳಿಯನ್ನು ಬಲಪಡಿಸುವುದಾಗಿದೆ.: [372, 1017, 556, 1054]
- paragraph: ಬಳ್ಳಾರಿ: ಕುಕ್ಕುಟ ಉದ್ಯಮಕ್ಕೆ ಬಹಳಷ್ಟು ಬೇಡಿಕೆ ಇದ್ದು, ಮಹಿಳೆಯರು ಸ್ವಯಂ ಉದ್ಯೋಗ ಕೈಗೊಳ್ಳುವ ಮೂಲಕ ಆರ್ಥಿಕ ಸದೃಢತೆ ಹೊಂದುವ ಮೂಲಕ ಉದ್ಯೋಗದಾತರಾಗಬೇಕು ಎಂದು ಜಿಲ್ಲಾ ಪಂಚಾಯತ್ ಉಪಕಾರ್ಯದರ್ಶಿ ಶಶಿಕಾಂತ ಶಿವಪೂರ ಅವರು ಹೇಳಿದರು.: [10, 717, 181, 779]
- paragraph: ಪ್ರತಿದಿನ (ರಜೆದಿನ ಹೊರತುಪಡಿಸಿ) ಬೆಳಗ್ಗೆ 09 ರಿಂದ ಮಧ್ಯಾಹ್ನ 01.30 ರ ವರೆಗೆ, ಎಲ್ಲಾ ವಿಭಾಗಗಳು ಒಳಗೊಂಡಂತೆ ಸುಮಾರು 04 ಗಂಟೆಯ ವರೆಗೆ ತರಗತಿ ನಡೆಯಲಿವೆ. ತರಗತಿ ಆರಂಭಕ್ಕೂ ಮುನ್ನ ಬೆಳಗಿನ ಪ್ರಾರ್ಥನೆ ಸಮಯದಲ್ಲಿ ರಾಷ್ಟ್ರ ಸಂಸ್ಥೆಯ ನಿರ್ದೇಶನದಂತೆ ಪ್ರಾಂಶುಪಾಲರು, ವಿಭಾಗದ ಮುಖ್ಯಸ್ಥರು, ಬೋಧಕ ಮತ್ತು ಬೋಧಕೇತರ ಸಿಬ್ಬಂದಿ ಹಾಗೂ ವಿದ್ಯಾರ್ಥಿಗಳು: [372, 654, 558, 730]
